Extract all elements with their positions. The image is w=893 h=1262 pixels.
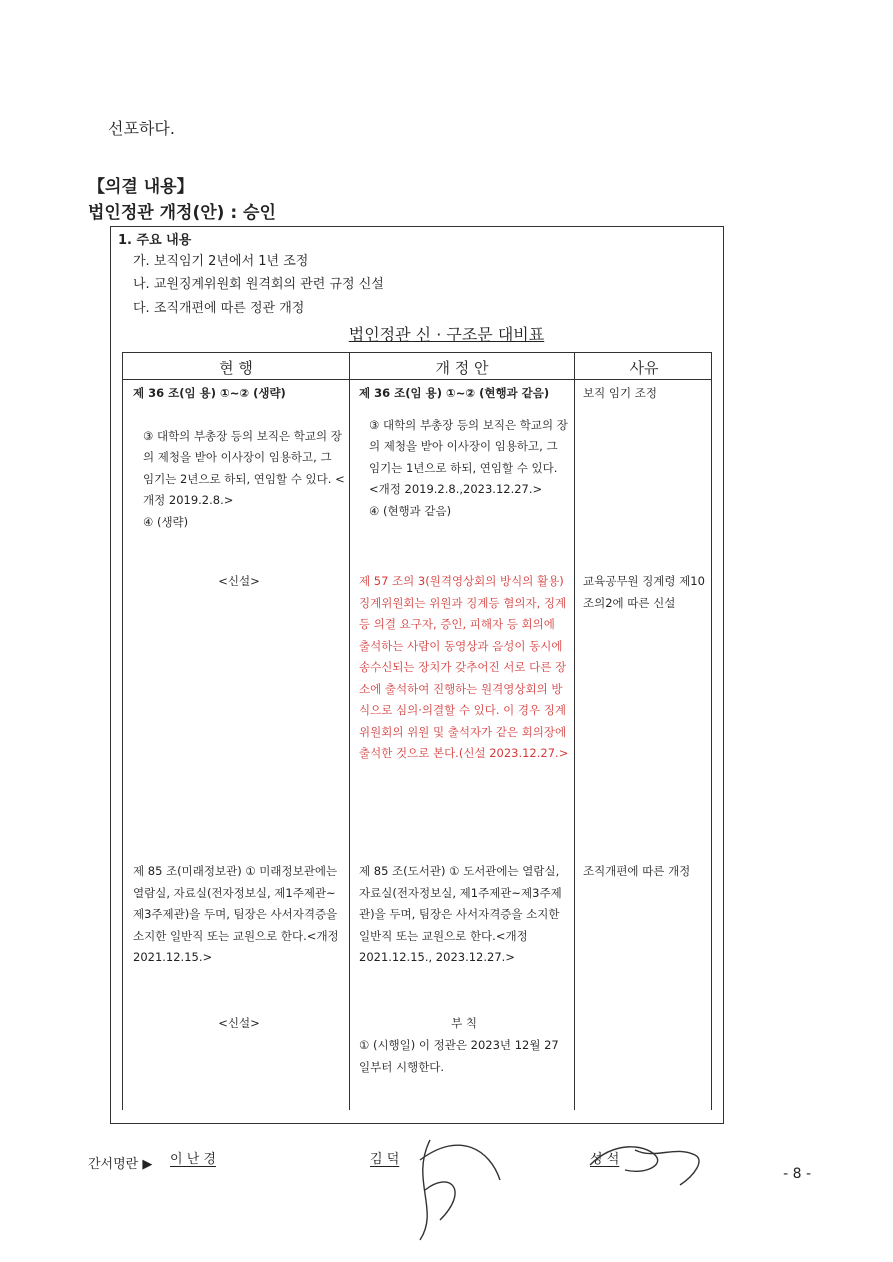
row1-proposed: 제 36 조(임 용) ①~② (현행과 같음) ③ 대학의 부총장 등의 보직은 학교의 장의 제청을 받아 이사장이 임용하고, 그 임기는 1년으로 하되, 연임할 수 있다. <개정 2019.2.8.,2023.12.27.> ④ (현행과 같음) [359, 386, 568, 518]
main-item: 다. 조직개편에 따른 정관 개정 [133, 301, 305, 316]
signature-scribble [585, 1130, 715, 1190]
signature-name: 성 석 [590, 1152, 620, 1167]
row1-reason: 보직 임기 조정 [583, 386, 657, 400]
decision-text: 법인정관 개정(안) : 승인 [88, 203, 276, 223]
page-number: - 8 - [783, 1166, 811, 1182]
row3-reason: 조직개편에 따른 개정 [583, 864, 691, 878]
row3-current: 제 85 조(미래정보관) ① 미래정보관에는 열람실, 자료실(전자정보실, 제1주제관~제3주제관)을 두며, 팀장은 사서자격증을 소지한 일반직 또는 교원으로 한다.<개정 2021.12.15.> [133, 864, 339, 964]
main-item: 나. 교원징계위원회 원격회의 관련 규정 신설 [133, 277, 384, 292]
row2-reason: 교육공무원 징계령 제10조의2에 따른 신설 [583, 574, 705, 610]
main-item: 가. 보직임기 2년에서 1년 조정 [133, 254, 309, 269]
section-heading: 【의결 내용】 [88, 177, 194, 197]
main-title: 1. 주요 내용 [118, 233, 192, 248]
signature-name: 김 덕 [370, 1152, 400, 1167]
row4-current: <신설> [218, 1016, 260, 1030]
row3-proposed: 제 85 조(도서관) ① 도서관에는 열람실, 자료실(전자정보실, 제1주제관~제3주제관)을 두며, 팀장은 사서자격증을 소지한 일반직 또는 교원으로 한다.<개정 2021.12.15., 2023.12.27.> [359, 864, 562, 964]
header-reason: 사유 [629, 359, 659, 377]
signature-name: 이 난 경 [170, 1152, 216, 1167]
table-title-wrap [0, 322, 893, 345]
header-proposed: 개 정 안 [435, 359, 489, 377]
row4-proposed: ① (시행일) 이 정관은 2023년 12월 27일부터 시행한다. [359, 1038, 559, 1074]
row1-current: 제 36 조(임 용) ①~② (생략) ③ 대학의 부총장 등의 보직은 학교의 장의 제청을 받아 이사장이 임용하고, 그 임기는 2년으로 하되, 연임할 수 있다. <개정 2019.2.8.> ④ (생략) [133, 386, 345, 529]
comparison-table [122, 352, 712, 1110]
row2-proposed: 제 57 조의 3(원격영상회의 방식의 활용) 징계위원회는 위원과 징계등 혐의자, 징계등 의결 요구자, 증인, 피해자 등 회의에 출석하는 사람이 동영상과 음성이 동시에 송수신되는 장치가 갖추어진 서로 다른 장소에 출석하여 진행하는 원격영상회의 방식으로 심의·의결할 수 있다. 이 경우 징계위원회의 위원 및 출석자가 같은 회의장에 출석한 것으로 본다.(신설 2023.12.27.> [359, 574, 569, 760]
row4-proposed-title: 부 칙 [451, 1016, 477, 1030]
signature-scribble [400, 1120, 510, 1250]
row2-current: <신설> [218, 574, 260, 588]
intro-text: 선포하다. [108, 119, 175, 138]
signature-label: 간서명란 ▶ [88, 1157, 153, 1172]
header-current: 현 행 [219, 359, 253, 377]
table-title: 법인정관 신 · 구조문 대비표 [348, 325, 545, 344]
